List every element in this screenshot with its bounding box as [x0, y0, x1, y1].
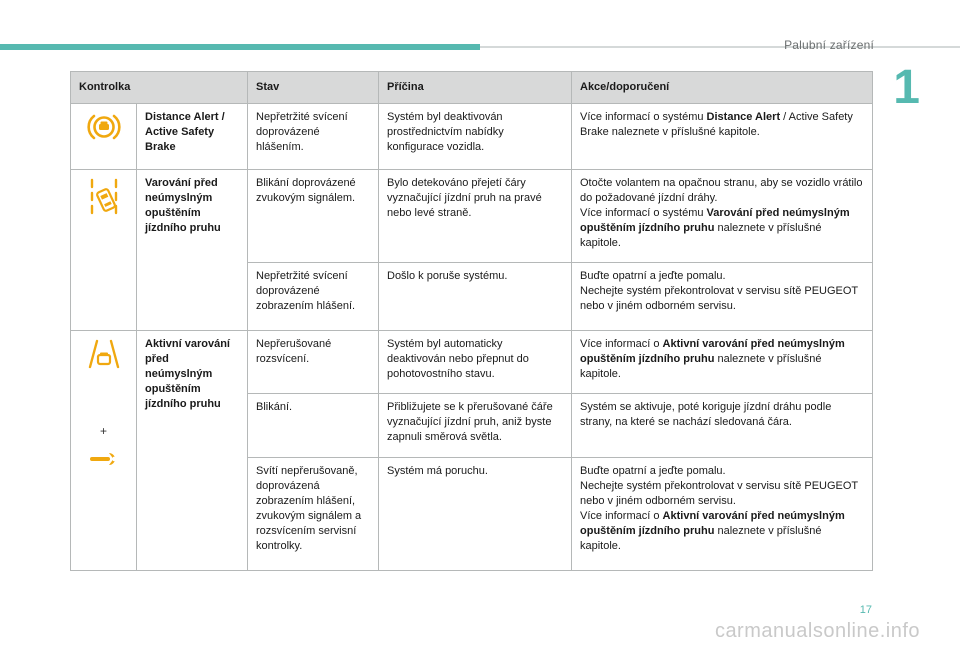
lamp-state: Svítí nepřerušovaně, doprovázená zobrazením hlášení, zvukovým signálem a rozsvícením servisní kontrolky.	[248, 458, 379, 571]
lane-departure-warning-icon	[87, 176, 121, 225]
lamp-state: Nepřetržité svícení doprovázené hlášením.	[248, 104, 379, 170]
icon-plus-sign: +	[99, 424, 107, 438]
lamp-state: Blikání doprovázené zvukovým signálem.	[248, 170, 379, 263]
lamp-action: Buďte opatrní a jeďte pomalu. Nechejte systém překontrolovat v servisu sítě PEUGEOT nebo v jiném odborném servisu.	[572, 263, 873, 331]
lamp-cause: Systém byl automaticky deaktivován nebo přepnut do pohotovostního stavu.	[379, 331, 572, 394]
lamp-action: Více informací o systému Distance Alert / Active Safety Brake naleznete v příslušné kapitole.	[572, 104, 873, 170]
lamp-name: Aktivní varování před neúmyslným opuštěním jízdního pruhu	[137, 331, 248, 571]
wrench-icon	[89, 451, 119, 472]
lamp-action: Systém se aktivuje, poté koriguje jízdní dráhu podle strany, na které se nachází sledovaná čára.	[572, 394, 873, 458]
column-header-pricina: Příčina	[379, 72, 572, 104]
section-title: Palubní zařízení	[784, 38, 874, 52]
lamp-cause: Bylo detekováno přejetí čáry vyznačující jízdní pruh na pravé nebo levé straně.	[379, 170, 572, 263]
page-number: 17	[859, 604, 872, 616]
active-lane-keeping-icon	[87, 337, 121, 376]
table-header-row	[71, 72, 873, 104]
watermark: carmanualsonline.info	[714, 620, 920, 642]
lamp-state: Blikání.	[248, 394, 379, 458]
header-accent-bar	[0, 44, 480, 50]
lamp-cause: Systém má poruchu.	[379, 458, 572, 571]
lamp-action: Buďte opatrní a jeďte pomalu. Nechejte systém překontrolovat v servisu sítě PEUGEOT nebo v jiném odborném servisu. Více informací o Aktivní varování před neúmyslným opuštěním jízdního pruhu naleznete v příslušné kapitole.	[572, 458, 873, 571]
chapter-number: 1	[893, 61, 920, 114]
table-row	[71, 170, 873, 263]
lamp-icon-cell	[71, 170, 137, 331]
lamp-name: Distance Alert / Active Safety Brake	[137, 104, 248, 170]
lamp-cause: Systém byl deaktivován prostřednictvím nabídky konfigurace vozidla.	[379, 104, 572, 170]
lamp-state: Nepřerušované rozsvícení.	[248, 331, 379, 394]
distance-alert-icon	[87, 110, 121, 149]
lamp-action: Otočte volantem na opačnou stranu, aby se vozidlo vrátilo do požadované jízdní dráhy. Více informací o systému Varování před neúmyslným opuštěním jízdního pruhu naleznete v příslušné kapitole.	[572, 170, 873, 263]
header-divider	[480, 46, 960, 48]
table-row	[71, 331, 873, 394]
column-header-akce: Akce/doporučení	[572, 72, 873, 104]
column-header-kontrolka: Kontrolka	[71, 72, 248, 104]
lamp-cause: Došlo k poruše systému.	[379, 263, 572, 331]
column-header-stav: Stav	[248, 72, 379, 104]
lamp-icon-cell	[71, 104, 137, 170]
lamp-icon-cell	[71, 331, 137, 571]
warning-lamps-table	[70, 71, 873, 571]
lamp-action: Více informací o Aktivní varování před neúmyslným opuštěním jízdního pruhu naleznete v příslušné kapitole.	[572, 331, 873, 394]
lamp-name: Varování před neúmyslným opuštěním jízdního pruhu	[137, 170, 248, 331]
table-row	[71, 104, 873, 170]
lamp-state: Nepřetržité svícení doprovázené zobrazením hlášení.	[248, 263, 379, 331]
lamp-cause: Přibližujete se k přerušované čáře vyznačující jízdní pruh, aniž byste zapnuli směrová světla.	[379, 394, 572, 458]
